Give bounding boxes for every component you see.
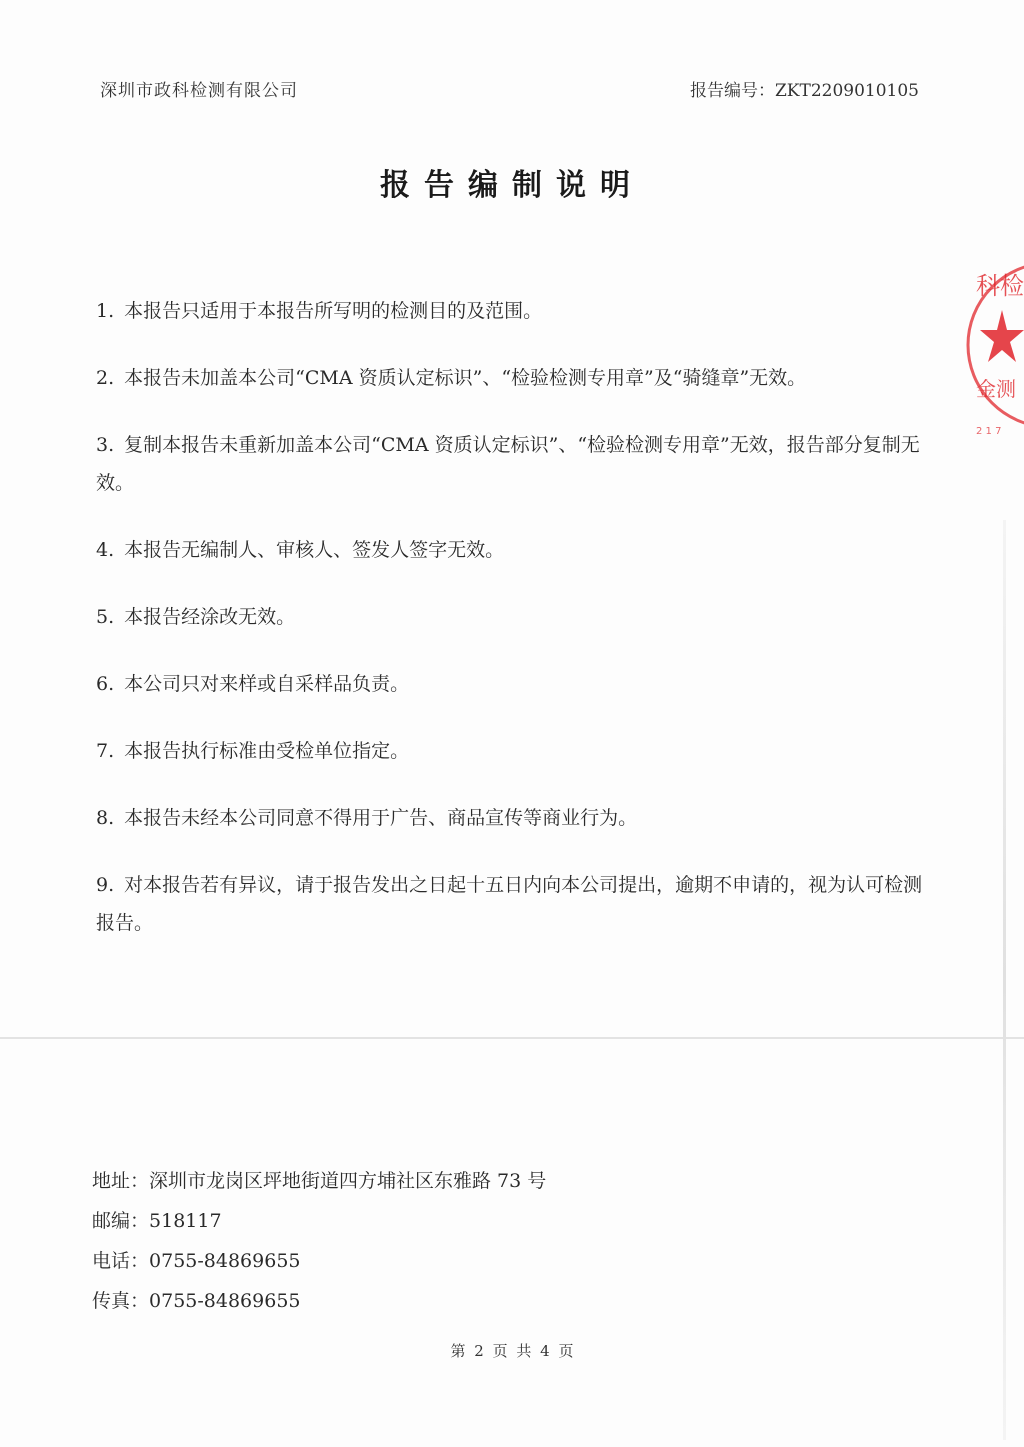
item-number: 5. xyxy=(96,606,115,628)
report-number-label: 报告编号： xyxy=(689,81,775,101)
fax-line xyxy=(92,1281,546,1321)
item-number: 6. xyxy=(96,673,115,695)
list-item xyxy=(96,292,926,330)
report-number-value: ZKT2209010105 xyxy=(774,81,919,101)
list-item xyxy=(96,426,926,502)
seal-graphic xyxy=(962,250,1024,445)
list-item xyxy=(96,866,926,942)
item-number: 1. xyxy=(96,300,115,322)
page-number: 第 2 页 共 4 页 xyxy=(450,1342,574,1360)
phone-value: 0755-84869655 xyxy=(149,1250,301,1272)
svg-text:2 1 7: 2 1 7 xyxy=(976,426,1002,437)
item-number: 2. xyxy=(96,367,115,389)
postcode-line xyxy=(92,1201,546,1241)
item-text: 本公司只对来样或自采样品负责。 xyxy=(124,673,410,695)
list-item xyxy=(96,799,926,837)
item-number: 4. xyxy=(96,539,115,561)
fax-label: 传真： xyxy=(92,1290,150,1312)
list-item xyxy=(96,665,926,703)
item-number: 9. xyxy=(96,874,115,896)
item-text: 本报告经涂改无效。 xyxy=(124,606,296,628)
list-item xyxy=(96,598,926,636)
fax-value: 0755-84869655 xyxy=(149,1290,301,1312)
postcode-label: 邮编： xyxy=(92,1210,150,1232)
page-title: 报告编制说明 xyxy=(380,168,644,203)
item-text: 对本报告若有异议，请于报告发出之日起十五日内向本公司提出，逾期不申请的，视为认可检测报告。 xyxy=(96,874,923,934)
page-fold-divider xyxy=(0,1037,1024,1039)
address-value: 深圳市龙岗区坪地街道四方埔社区东雅路 73 号 xyxy=(149,1170,547,1192)
address-label: 地址： xyxy=(92,1170,150,1192)
list-item xyxy=(96,732,926,770)
scan-edge-shadow xyxy=(1003,520,1006,1440)
address-line xyxy=(92,1161,546,1201)
phone-label: 电话： xyxy=(92,1250,150,1272)
svg-text:金测: 金测 xyxy=(976,377,1016,401)
notes-list xyxy=(96,292,926,971)
item-text: 本报告执行标准由受检单位指定。 xyxy=(124,740,410,762)
item-text: 本报告未经本公司同意不得用于广告、商品宣传等商业行为。 xyxy=(124,807,638,829)
item-text: 本报告只适用于本报告所写明的检测目的及范围。 xyxy=(124,300,543,322)
svg-text:科检: 科检 xyxy=(976,272,1024,300)
postcode-value: 518117 xyxy=(149,1210,222,1232)
item-number: 8. xyxy=(96,807,115,829)
list-item xyxy=(96,359,926,397)
item-number: 7. xyxy=(96,740,115,762)
seam-seal-stamp xyxy=(962,250,1024,445)
item-text: 本报告未加盖本公司“CMA 资质认定标识”、“检验检测专用章”及“骑缝章”无效。 xyxy=(124,367,807,389)
phone-line xyxy=(92,1241,546,1281)
item-number: 3. xyxy=(96,434,115,456)
item-text: 复制本报告未重新加盖本公司“CMA 资质认定标识”、“检验检测专用章”无效，报告部分复制无效。 xyxy=(96,434,920,494)
company-name: 深圳市政科检测有限公司 xyxy=(100,81,298,101)
contact-block xyxy=(92,1161,546,1321)
report-number xyxy=(690,76,919,101)
item-text: 本报告无编制人、审核人、签发人签字无效。 xyxy=(124,539,505,561)
list-item xyxy=(96,531,926,569)
